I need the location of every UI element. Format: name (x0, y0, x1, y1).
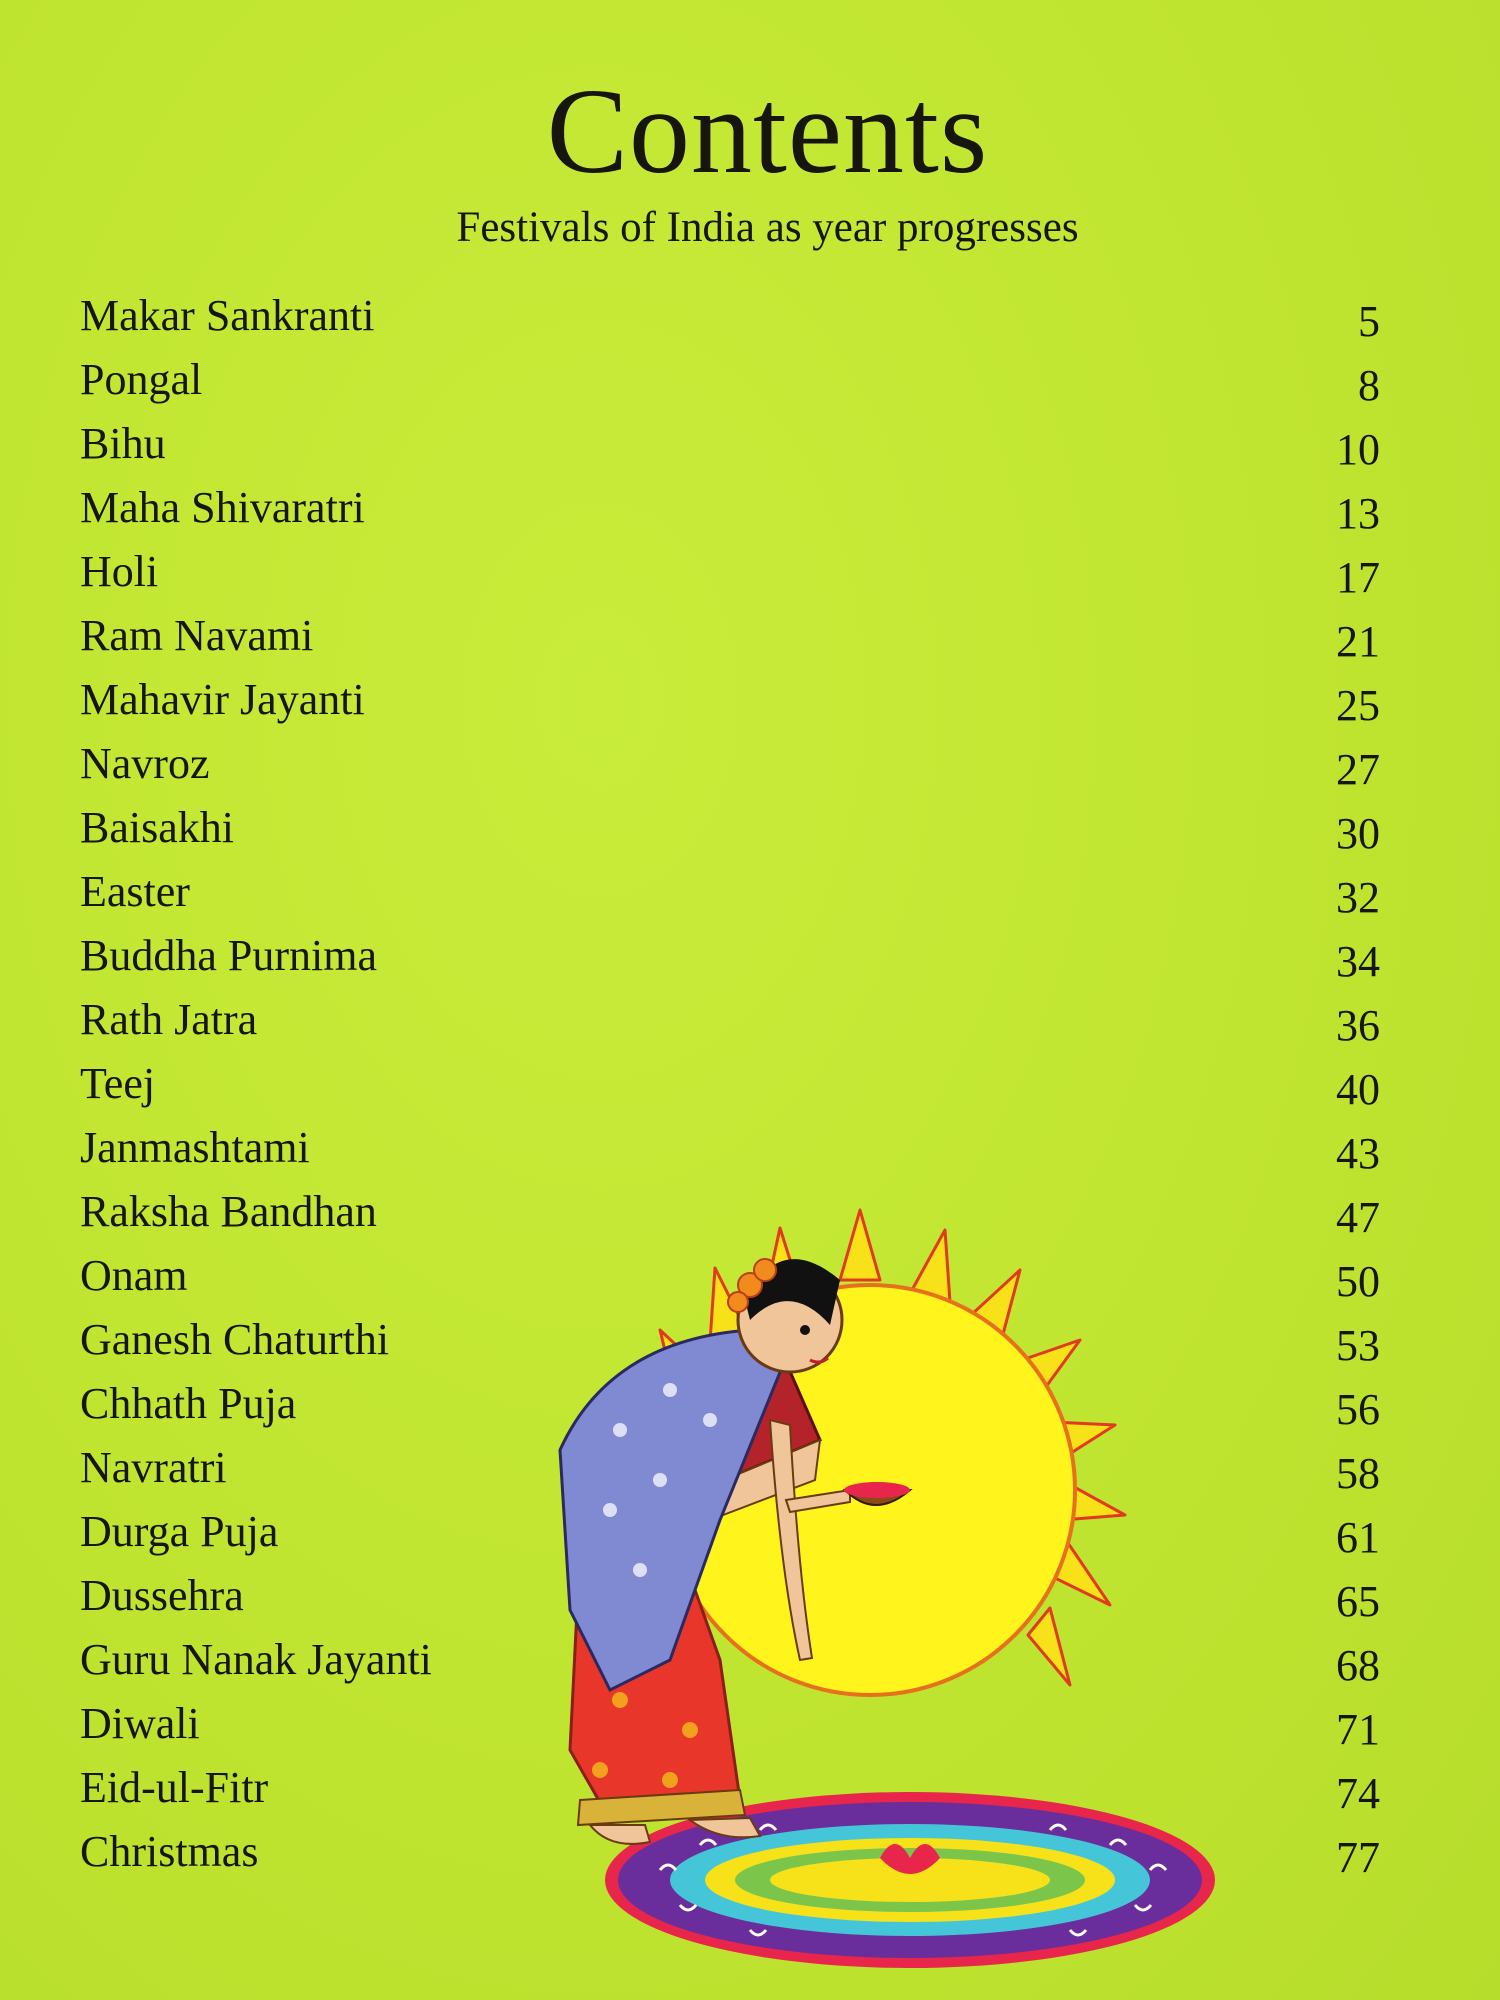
toc-entry-page: 61 (1336, 1513, 1380, 1562)
toc-entry-label: Christmas (80, 1827, 259, 1876)
toc-entry-page: 56 (1336, 1385, 1380, 1434)
toc-entry-label: Diwali (80, 1699, 200, 1748)
toc-entry-label: Dussehra (80, 1571, 244, 1620)
page-subtitle: Festivals of India as year progresses (456, 204, 1079, 251)
toc-entry-page: 8 (1358, 361, 1380, 410)
toc-entry-page: 68 (1336, 1641, 1380, 1690)
toc-entry-label: Guru Nanak Jayanti (80, 1635, 432, 1684)
toc-entry[interactable] (80, 412, 1380, 476)
toc-entry-label: Rath Jatra (80, 995, 258, 1044)
toc-entry-page: 65 (1336, 1577, 1380, 1626)
toc-entry-page: 40 (1336, 1065, 1380, 1114)
toc-entry[interactable] (80, 668, 1380, 732)
toc-entry[interactable] (80, 348, 1380, 412)
toc-entry-label: Buddha Purnima (80, 931, 377, 980)
page-title: Contents (546, 64, 989, 199)
toc-entry-label: Teej (80, 1059, 156, 1108)
toc-entry-page: 50 (1336, 1257, 1380, 1306)
toc-entry-page: 32 (1336, 873, 1380, 922)
toc-entry-label: Ganesh Chaturthi (80, 1315, 390, 1364)
toc-entry[interactable] (80, 860, 1380, 924)
woman-drawing-rangoli-icon (550, 1190, 1250, 1980)
toc-entry-label: Durga Puja (80, 1507, 279, 1556)
toc-entry-page: 21 (1336, 617, 1380, 666)
toc-entry-label: Chhath Puja (80, 1379, 297, 1428)
toc-entry-label: Bihu (80, 419, 166, 468)
toc-entry[interactable] (80, 476, 1380, 540)
toc-entry-page: 10 (1336, 425, 1380, 474)
toc-entry-page: 36 (1336, 1001, 1380, 1050)
toc-entry[interactable] (80, 924, 1380, 988)
toc-entry[interactable] (80, 988, 1380, 1052)
toc-entry-page: 25 (1336, 681, 1380, 730)
toc-entry-label: Janmashtami (80, 1123, 310, 1172)
toc-entry-page: 13 (1336, 489, 1380, 538)
toc-entry-page: 17 (1336, 553, 1380, 602)
toc-entry-page: 58 (1336, 1449, 1380, 1498)
toc-entry[interactable] (80, 604, 1380, 668)
toc-entry-page: 77 (1336, 1833, 1380, 1882)
toc-entry-label: Navroz (80, 739, 210, 788)
toc-entry-page: 53 (1336, 1321, 1380, 1370)
toc-entry-page: 34 (1336, 937, 1380, 986)
toc-entry-label: Pongal (80, 355, 203, 404)
toc-entry-page: 71 (1336, 1705, 1380, 1754)
toc-entry[interactable] (80, 796, 1380, 860)
toc-entry[interactable] (80, 732, 1380, 796)
toc-entry[interactable] (80, 1116, 1380, 1180)
toc-entry-page: 5 (1358, 297, 1380, 346)
toc-entry-label: Mahavir Jayanti (80, 675, 365, 724)
toc-entry-label: Navratri (80, 1443, 227, 1492)
toc-entry-page: 47 (1336, 1193, 1380, 1242)
toc-entry-page: 74 (1336, 1769, 1380, 1818)
toc-entry-label: Holi (80, 547, 159, 596)
toc-entry[interactable] (80, 540, 1380, 604)
toc-entry-label: Maha Shivaratri (80, 483, 365, 532)
toc-entry-label: Eid-ul-Fitr (80, 1763, 269, 1812)
toc-entry-label: Makar Sankranti (80, 291, 375, 340)
toc-entry-page: 43 (1336, 1129, 1380, 1178)
toc-entry-label: Onam (80, 1251, 188, 1300)
toc-entry[interactable] (80, 1052, 1380, 1116)
toc-entry-label: Baisakhi (80, 803, 234, 852)
toc-entry-page: 30 (1336, 809, 1380, 858)
toc-entry-page: 27 (1336, 745, 1380, 794)
toc-entry-label: Raksha Bandhan (80, 1187, 377, 1236)
toc-entry-label: Ram Navami (80, 611, 314, 660)
toc-entry-label: Easter (80, 867, 190, 916)
toc-entry[interactable] (80, 284, 1380, 348)
